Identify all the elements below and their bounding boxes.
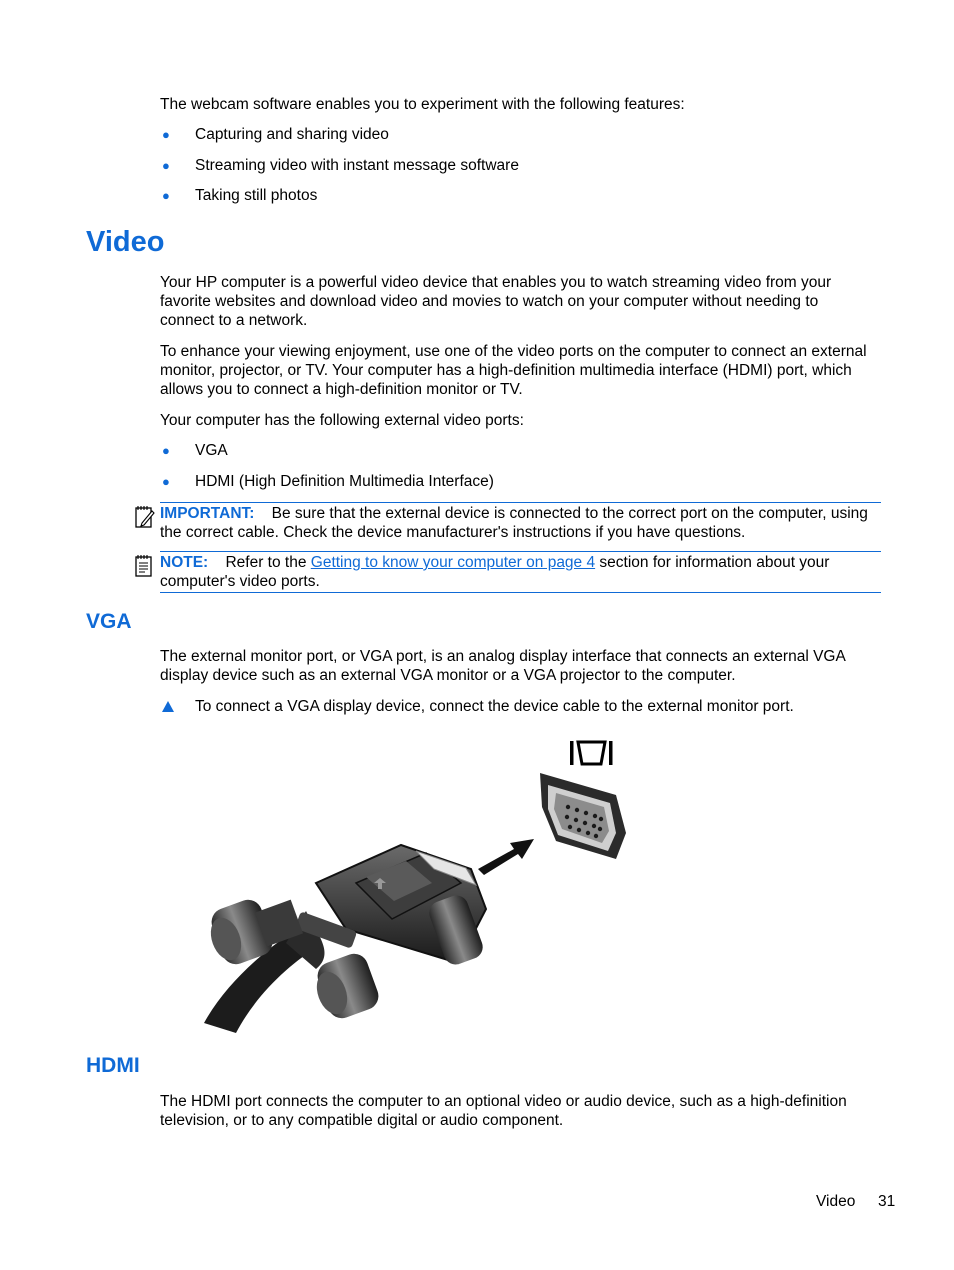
- important-text: Be sure that the external device is connected to the correct port on the computer, using the correct cable. Check the device manufacturer's instructions if you have questions.: [160, 505, 868, 541]
- important-notice: [160, 502, 881, 542]
- notepad-icon: [134, 554, 156, 578]
- intro-lead: The webcam software enables you to experiment with the following features:: [160, 96, 685, 113]
- ports-lead: Your computer has the following external video ports:: [160, 412, 524, 429]
- note-notice: [160, 551, 881, 593]
- video-para-2: To enhance your viewing enjoyment, use one of the video ports on the computer to connect an external monitor, projector, or TV. Your computer has a high-definition multimedia interface (HDMI) port, which allows you to connect a high-definition monitor or TV.: [160, 343, 867, 398]
- list-item-text: Capturing and sharing video: [195, 126, 389, 143]
- hdmi-para: The HDMI port connects the computer to an optional video or audio device, such as a high-definition television, or to any compatible digital or audio component.: [160, 1093, 847, 1129]
- footer-section: Video: [816, 1193, 856, 1210]
- vga-port: [540, 773, 626, 859]
- note-post: section for information about your computer's video ports.: [160, 554, 830, 590]
- bullet-icon: ●: [162, 127, 170, 142]
- important-label: IMPORTANT:: [160, 505, 255, 522]
- list-item-text: Streaming video with instant message software: [195, 157, 519, 174]
- vga-para: The external monitor port, or VGA port, is an analog display interface that connects an external VGA display device such as an external VGA monitor or a VGA projector to the computer.: [160, 648, 845, 684]
- notepad-icon: [134, 505, 156, 529]
- note-pre: Refer to the: [225, 554, 307, 571]
- note-label: NOTE:: [160, 554, 209, 571]
- bullet-icon: ●: [162, 158, 170, 173]
- step-text: To connect a VGA display device, connect the device cable to the external monitor port.: [195, 698, 794, 715]
- page-number: 31: [878, 1193, 896, 1210]
- list-item-text: HDMI (High Definition Multimedia Interface): [195, 473, 494, 490]
- bullet-icon: ●: [162, 443, 170, 458]
- video-para-1: Your HP computer is a powerful video device that enables you to watch streaming video from your favorite websites and download video and movies to watch on your computer without needing to connect to a network.: [160, 274, 832, 329]
- note-body: [160, 552, 881, 591]
- important-body: [160, 503, 881, 542]
- bullet-icon: ●: [162, 474, 170, 489]
- triangle-bullet-icon: [162, 701, 174, 712]
- vga-connector-illustration: [196, 733, 636, 1033]
- vga-port-icon: [570, 741, 613, 765]
- list-item-text: Taking still photos: [195, 187, 318, 204]
- section-heading-vga: VGA: [86, 610, 132, 633]
- arrow-icon: [478, 839, 534, 875]
- section-heading-video: Video: [86, 226, 165, 258]
- bullet-icon: ●: [162, 188, 170, 203]
- list-item-text: VGA: [195, 442, 228, 459]
- note-link[interactable]: Getting to know your computer on page 4: [310, 554, 596, 571]
- section-heading-hdmi: HDMI: [86, 1054, 140, 1077]
